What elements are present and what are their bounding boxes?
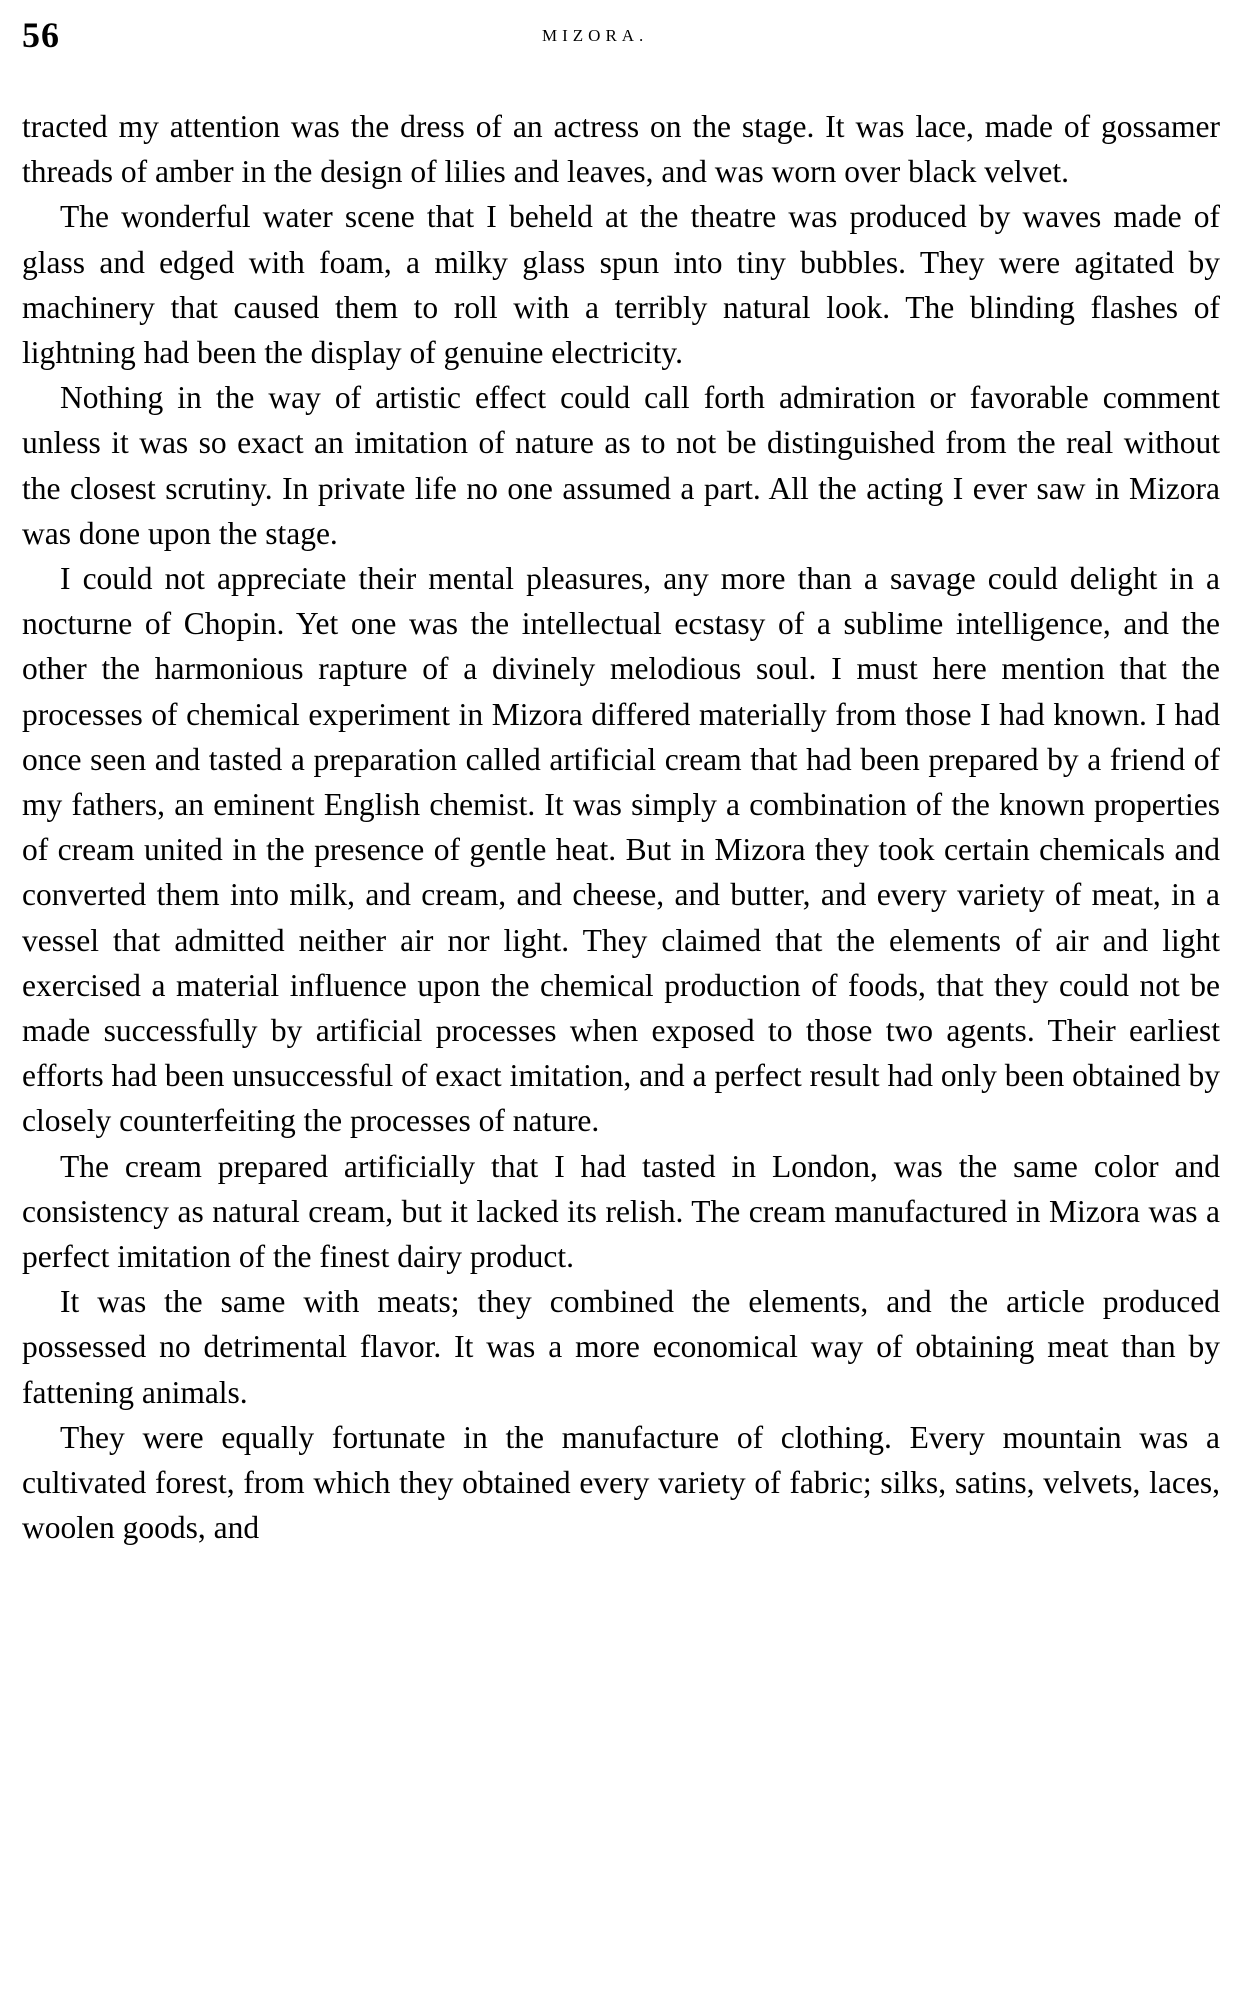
paragraph-5: The cream prepared artificially that I had tasted in London, was the same color and consistency as natural cream, but it lacked its relish. The cream manufactured in Mizora was a perfect imitation of the finest dairy product. (22, 1148, 1220, 1275)
page-number: 56 (22, 15, 60, 55)
paragraph-3: Nothing in the way of artistic effect could call forth admiration or favorable comment unless it was so exact an imitation of nature as to not be distinguished from the real without the closest scrutiny. In private life no one assumed a part. All the acting I ever saw in Mizora was done upon the stage. (22, 380, 1220, 551)
paragraph-7: They were equally fortunate in the manufacture of clothing. Every mountain was a cultivated forest, from which they obtained every variety of fabric; silks, satins, velvets, laces, woolen goods, and (22, 1419, 1220, 1546)
paragraph-6: It was the same with meats; they combined the elements, and the article produced possessed no detrimental flavor. It was a more economical way of obtaining meat than by fattening animals. (22, 1284, 1220, 1410)
paragraph-1: tracted my attention was the dress of an actress on the stage. It was lace, made of gossamer threads of amber in the design of lilies and leaves, and was worn over black velvet. (22, 109, 1220, 190)
paragraph-4: I could not appreciate their mental pleasures, any more than a savage could delight in a nocturne of Chopin. Yet one was the intellectual ecstasy of a sublime intelligence, and the other the harmonious rapture of a divinely melodious soul. I must here mention that the processes of chemical experiment in Mizora differed materially from those I had known. I had once seen and tasted a preparation called artificial cream that had been prepared by a friend of my fathers, an eminent English chemist. It was simply a combination of the known properties of cream united in the presence of gentle heat. But in Mizora they took certain chemicals and converted them into milk, and cream, and cheese, and butter, and every variety of meat, in a vessel that admitted neither air nor light. They claimed that the elements of air and light exercised a material influence upon the chemical production of foods, that they could not be made successfully by artificial processes when exposed to those two agents. Their earliest efforts had been unsuccessful of exact imitation, and a perfect result had only been obtained by closely counterfeiting the processes of nature. (22, 561, 1220, 1139)
body-text (22, 104, 1220, 1551)
book-page (22, 0, 1222, 1999)
running-title: MIZORA. (542, 26, 649, 45)
paragraph-2: The wonderful water scene that I beheld at the theatre was produced by waves made of glass and edged with foam, a milky glass spun into tiny bubbles. They were agitated by machinery that caused them to roll with a terribly natural look. The blinding flashes of lightning had been the display of genuine electricity. (22, 199, 1220, 371)
running-head (22, 0, 1222, 72)
